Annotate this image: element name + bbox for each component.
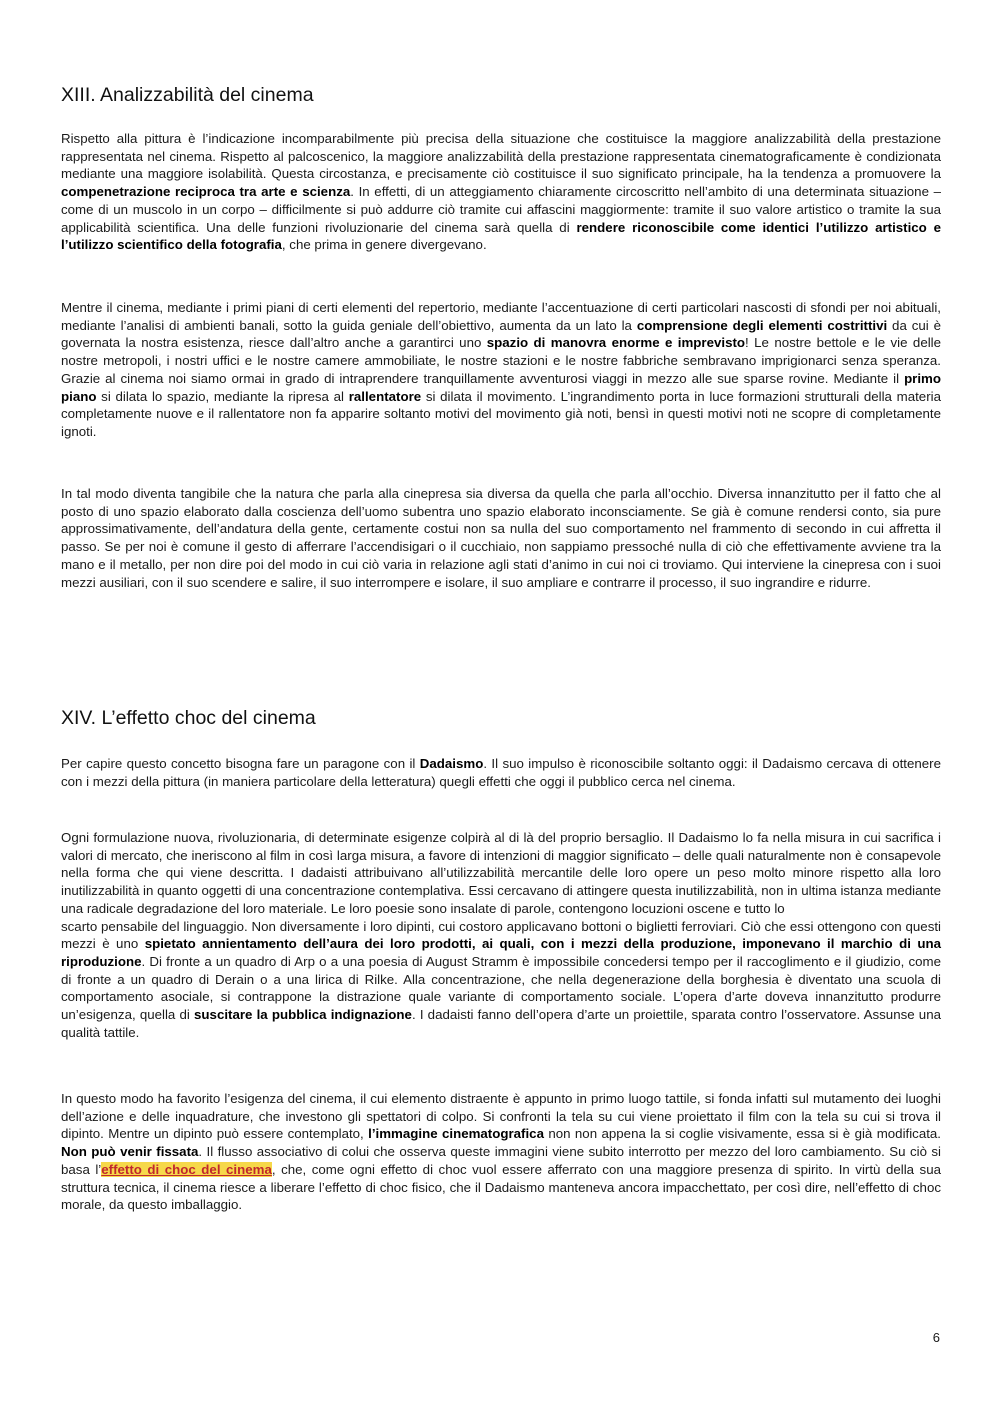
bold-run: Non può venir fissata bbox=[61, 1144, 199, 1160]
section-14-paragraph-3 bbox=[61, 1090, 941, 1214]
text-run: , che, come ogni effetto di choc vuol essere afferrato con una maggiore presenza di spirito. In virtù della sua struttura tecnica, il cinema riesce a liberare l’effetto di choc fisico, che il Dadaismo manteneva ancora impacchettato, per così dire, nell’effetto di choc morale, da questo imballaggio. bbox=[61, 1161, 941, 1213]
bold-run: rallentatore bbox=[348, 388, 422, 404]
bold-run: l’immagine cinematografica bbox=[368, 1126, 544, 1142]
text-run: da cui è governata la nostra esistenza, riesce dall’altro anche a garantirci uno bbox=[61, 317, 941, 351]
text-run: si dilata il movimento. L’ingrandimento porta in luce formazioni strutturali della materia completamente nuove e il rallentatore non fa apparire soltanto motivi del movimento già noti, bensì in questi motivi noti ne scopre di completamente ignoti. bbox=[61, 388, 941, 439]
text-run: scarto pensabile del linguaggio. Non diversamente i loro dipinti, cui costoro applicavano bottoni o biglietti ferroviari. Ciò che essi ottengono con questi mezzi è uno bbox=[61, 918, 941, 952]
text-run: . Il flusso associativo di colui che osserva queste immagini viene subito interrotto per mezzo del loro cambiamento. Su ciò si basa l’ bbox=[61, 1144, 941, 1177]
text-run: Per capire questo concetto bisogna fare un paragone con il bbox=[61, 756, 420, 771]
text-run: . In effetti, di un atteggiamento chiaramente circoscritto nell’ambito di una determinata situazione – come di un muscolo in un corpo – difficilmente si può addurre ciò tramite cui affascini maggiormente: tramite il suo valore artistico o tramite la sua applicabilità scientifica. Una delle funzioni rivoluzionarie del cinema sarà quella di bbox=[61, 184, 941, 235]
section-13-title: XIII. Analizzabilità del cinema bbox=[61, 84, 314, 106]
text-run: , che prima in genere divergevano. bbox=[281, 237, 487, 253]
bold-run: rendere riconoscibile come identici l’utilizzo artistico e l’utilizzo scientifico della fotografia bbox=[61, 219, 942, 253]
text-run: ! Le nostre bettole e le vie delle nostre metropoli, i nostri uffici e le nostre camere ammobiliate, le nostre stazioni e le nostre fabbriche sembravano imprigionarci senza speranza. Grazie al cinema noi siamo ormai in grado di intraprendere tranquillamente avventurosi viaggi in mezzo alle sue sparse rovine. Mediante il bbox=[61, 335, 942, 386]
bold-run: compenetrazione reciproca tra arte e scienza bbox=[61, 184, 351, 200]
text-run: Ogni formulazione nuova, rivoluzionaria, di determinate esigenze colpirà al di là del proprio bersaglio. Il Dadaismo lo fa nella misura in cui sacrifica i valori di mercato, che ineriscono al film in così larga misura, a favore di intenzioni di maggior significato – delle quali naturalmente non è consapevole nella forma che qui viene descritta. I dadaisti attribuivano all’utilizzabilità mercantile delle loro opere un peso molto minore rispetto alla loro inutilizzabilità in quanto oggetti di una concentrazione contemplativa. Essi cercavano di attingere questa inutilizzabilità, non in ultima istanza mediante una radicale degradazione del loro materiale. Le loro poesie sono insalate di parole, contengono locuzioni oscene e tutto lo bbox=[61, 830, 941, 916]
text-run: . I dadaisti fanno dell’opera d’arte un proiettile, sparata contro l’osservatore. Assunse una qualità tattile. bbox=[61, 1007, 941, 1040]
bold-run: Dadaismo bbox=[419, 756, 484, 771]
bold-run: comprensione degli elementi costrittivi bbox=[636, 317, 888, 333]
section-13-paragraph-2 bbox=[61, 299, 941, 441]
section-13-paragraph-1 bbox=[61, 130, 941, 254]
section-14-paragraph-2 bbox=[61, 829, 941, 1041]
page-number: 6 bbox=[932, 1330, 940, 1345]
bold-run: spietato annientamento dell’aura dei loro prodotti, ai quali, con i mezzi della produzione, imponevano il marchio di una riproduzione bbox=[61, 936, 942, 969]
text-run: si dilata lo spazio, mediante la ripresa al bbox=[96, 388, 349, 404]
text-run: non non appena la si coglie visivamente, essa si è già modificata. bbox=[543, 1126, 942, 1142]
text-run: . Il suo impulso è riconoscibile soltanto oggi: il Dadaismo cercava di ottenere con i mezzi della pittura (in maniera particolare della letteratura) quegli effetti che oggi il pubblico cerca nel cinema. bbox=[61, 756, 941, 789]
section-14-paragraph-1 bbox=[61, 755, 941, 790]
bold-run: suscitare la pubblica indignazione bbox=[194, 1007, 412, 1023]
section-14-title: XIV. L’effetto choc del cinema bbox=[61, 707, 316, 729]
section-13-paragraph-3: In tal modo diventa tangibile che la natura che parla alla cinepresa sia diversa da quella che parla all’occhio. Diversa innanzitutto per il fatto che al posto di uno spazio elaborato dalla coscienza dell’uomo subentra uno spazio elaborato inconsciamente. Se già è comune rendersi conto, sia pure approssimativamente, dell’andatura della gente, certamente costui non sa nulla del suo comportamento nel frammento di secondo in cui affretta il passo. Se per noi è comune il gesto di afferrare l’accendisigari o il cucchiaio, non sappiamo pressoché nulla di ciò che effettivamente avviene tra la mano e il metallo, per non dire poi del modo in cui ciò varia in relazione agli stati d’animo in cui noi ci troviamo. Qui interviene la cinepresa con i suoi mezzi ausiliari, con il suo scendere e salire, il suo interrompere e isolare, il suo ampliare e contrarre il processo, il suo ingrandire e ridurre. bbox=[61, 486, 941, 590]
text-run: Mentre il cinema, mediante i primi piani di certi elementi del repertorio, mediante l’accentuazione di certi particolari nascosti di sfondi per noi abituali, mediante l’analisi di ambienti banali, sotto la guida geniale dell’obiettivo, aumenta da un lato la bbox=[61, 300, 941, 333]
text-run: Rispetto alla pittura è l’indicazione incomparabilmente più precisa della situazione che costituisce la maggiore analizzabilità della prestazione rappresentata nel cinema. Rispetto al palcoscenico, la maggiore analizzabilità della prestazione rappresentata cinematograficamente è condizionata mediante una maggiore isolabilità. Questa circostanza, e precisamente ciò costituisce il suo significato principale, ha la tendenza a promuovere la bbox=[61, 131, 941, 182]
bold-run: spazio di manovra enorme e imprevisto bbox=[486, 335, 746, 351]
bold-run: primo piano bbox=[61, 370, 941, 404]
text-run: . Di fronte a un quadro di Arp o a una poesia di August Stramm è impossibile concedersi tempo per il raccoglimento e il giudizio, come di fronte a un quadro di Derain o a una lirica di Rilke. Alla concentrazione, che nella degenerazione della borghesia è diventato una scuola di comportamento asociale, si contrappone la distrazione quale variante di comportamento sociale. L’opera d’arte doveva innanzitutto produrre un’esigenza, quella di bbox=[61, 953, 941, 1023]
text-run: In questo modo ha favorito l’esigenza del cinema, il cui elemento distraente è appunto in primo luogo tattile, si fonda infatti sul mutamento dei luoghi dell’azione e delle inquadrature, che investono gli spettatori di colpo. Si confronti la tela su cui viene proiettato il film con la tela su cui si trova il dipinto. Mentre un dipinto può essere contemplato, bbox=[61, 1091, 941, 1142]
highlighted-text: effetto di choc del cinema bbox=[101, 1161, 272, 1177]
